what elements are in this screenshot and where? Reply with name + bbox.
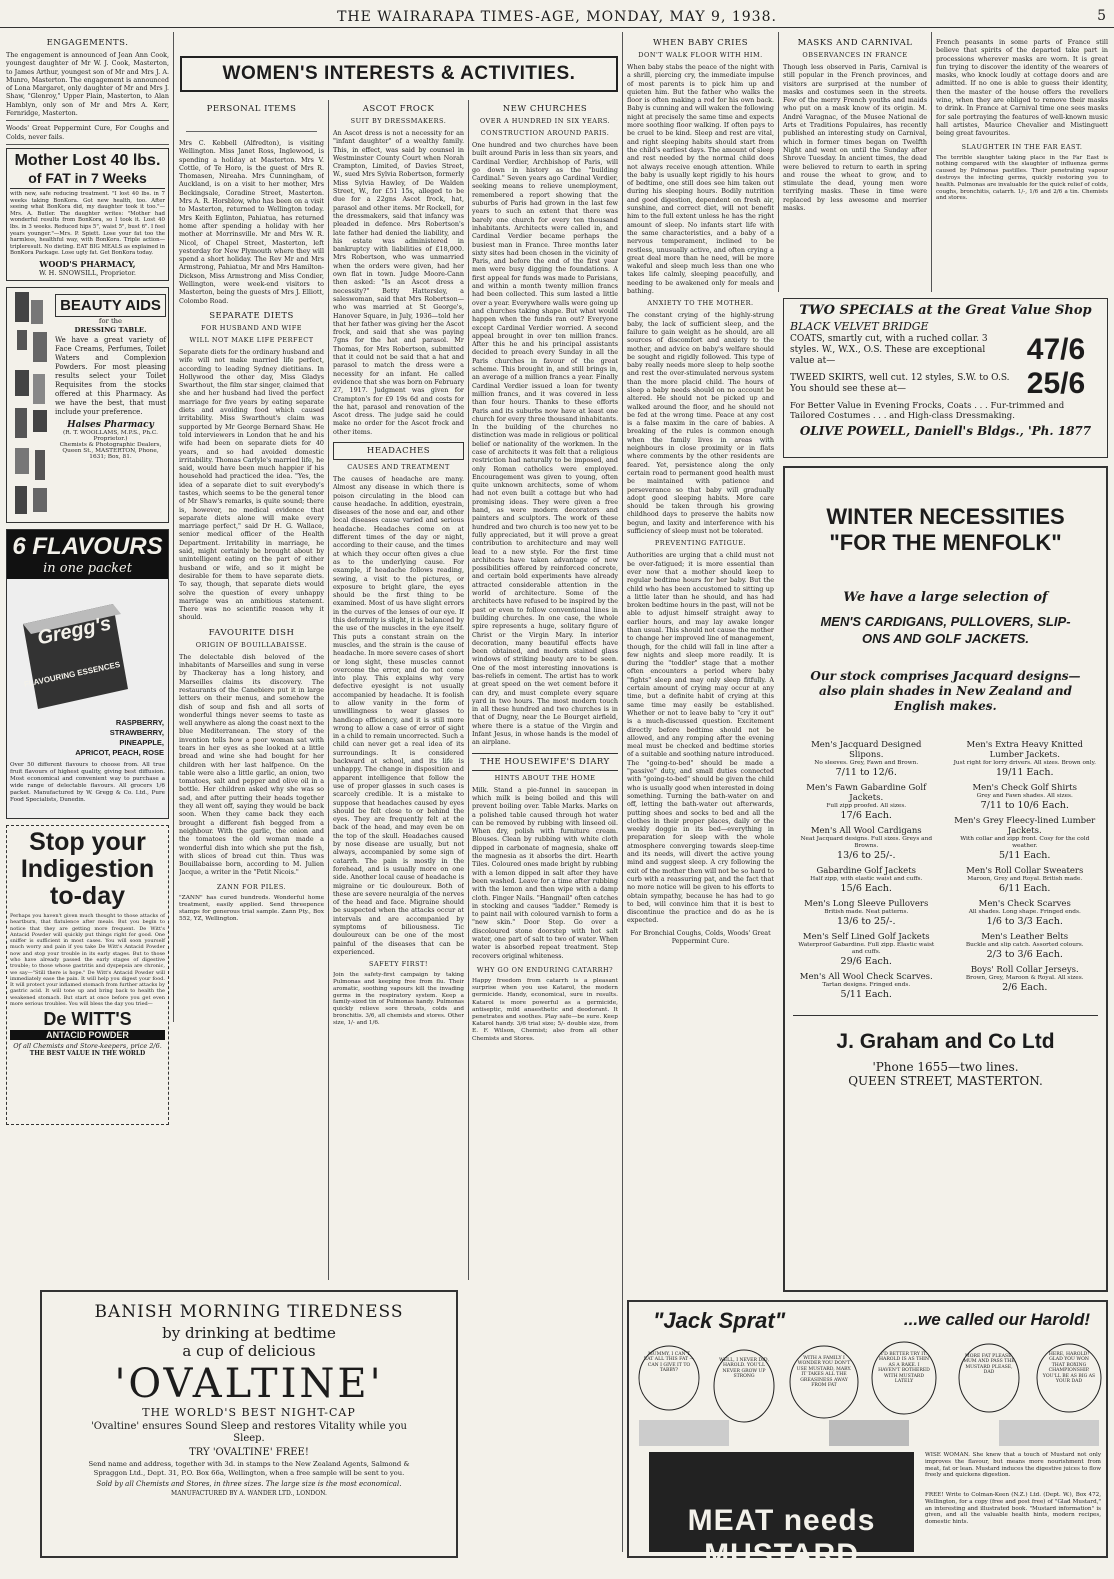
anxiety-heading: ANXIETY TO THE MOTHER. — [647, 299, 754, 308]
baby-subheading: DON'T WALK FLOOR WITH HIM. — [638, 51, 763, 59]
diets-subheading: FOR HUSBAND AND WIFE — [201, 323, 302, 332]
safety-text: Join the safety-first campaign by taking Pulmonas and keeping free from flu. Their aromatic, soothing vapours kill the invading germs in the respiratory system. Keep a family-sized tin of Pulmonas handy. Pulmonas quickly relieve sore throats, colds and bronchitis. 3/6, all chemists and stores. Other size, 1/- and 1/6. — [333, 972, 464, 1026]
bubble-3: WITH A FAMILY I WONDER YOU DON'T USE MUSTARD, MARY. IT TAKES ALL THE GREASINESS AWAY FROM FAT — [796, 1356, 852, 1389]
item-price: 2/3 to 3/6 Each. — [986, 949, 1063, 960]
greggs-product: FLAVOURING ESSENCES — [23, 659, 121, 690]
dewitts-footer-1: Of all Chemists and Store-keepers, price 2/6. — [13, 1042, 162, 1051]
item-name: Men's Roll Collar Sweaters — [966, 866, 1084, 876]
beauty-dressing-table: DRESSING TABLE. — [74, 325, 147, 334]
greggs-packet-illustration — [13, 594, 133, 714]
item-price: 29/6 Each. — [840, 956, 892, 967]
item-name: Men's Grey Fleecy-lined Lumber Jackets. — [954, 816, 1096, 836]
item-price: 5/11 Each. — [840, 989, 892, 1000]
bubble-5: MORE FAT PLEASE, MUM AND PASS THE MUSTARD PLEASE, DAD — [963, 1354, 1015, 1376]
item-name: Men's All Wool Check Scarves. — [799, 972, 933, 982]
item-description: With collar and zipp front. Cosy for the cold weather. — [960, 836, 1090, 849]
ascot-heading: ASCOT FROCK — [362, 104, 435, 114]
column-rule — [173, 32, 174, 1022]
item-description: Half zipp, with elastic waist and cuffs. — [810, 876, 923, 882]
fatigue-text: Authorities are urging that a child must not be over-fatigued; it is more essential than ever now that a mother should keep to regular bedtime hours for her baby. But the child who has been accustomed to sitting up a little later than he should, and has had broken bedtime hours in the past, will not be able to adjust himself straight away to earlier hours, and may lay awake longer than usual. This should not cause the mother to change her improved line of management, though, for the child will fall in line after a few nights and sleep more readily. It is during the "toddler" stage that a mother often encounters a period where baby "fights" sleep and may only sleep fitfully. A certain amount of crying may occur at any time, but a definite habit of crying at this same time may easily be established. Whether or not to leave baby to "cry it out" is a much-discussed question. Excitement directly before bedtime should not be allowed, and any romping after the evening meal must be checked and bedtime stories of a suitable and soothing nature introduced. The "going-to-bed" should be made a "passive" duty, and small duties connected with "going-to-bed" should be given the child who is usually good when interested in doing something. Turning the bath-water on and off, letting the bath-water out afterwards, putting shoes and socks to bed and all the clothes in their proper places, daily or the weekly doggie in its bed—everything in preparation for sleep with the whole atmosphere converging towards sleep-time and its needs, will divert the active young mind and suggest sleep. A cry following the exit of the mother then will not be so hard to curb with a reassuring pat, and the fact that no more notice will be given to his efforts to obtain sympathy, because he has had to go to bed, will convince him that it is best to discontinue the practice and do as he is expected. — [627, 551, 774, 925]
graham-intro: We have a large selection of — [843, 590, 1048, 605]
item-description: British made. Neat patterns. — [824, 909, 909, 915]
item-name: Men's Check Golf Shirts — [972, 783, 1078, 793]
left-column — [6, 38, 169, 1125]
headaches-heading: HEADACHES — [333, 442, 464, 460]
mustard-ad — [627, 1300, 1108, 1571]
column-rule — [468, 100, 469, 1280]
baby-text: When baby stabs the peace of the night with a shrill, piercing cry, the immediate impulse of most parents is to pick him up and quieten him. But the father who walks the floor is often making a rod for his own back. Baby is cunning and will waken the following night at precisely the same time and expects more soothing floor walking. If often pays to be cruel to be kind. Sleep and rest are vital, and right sleeping habits should start from the child's earliest days. The amount of sleep and rest needed by the normal child does not always receive enough attention. While the baby is usually kept rigidly to his hours of bedtime, one still does see him taken out during his sleeping hours. Bodily nutrition and good digestion, dependent on fresh air, sunshine, and correct diet, will not benefit him to the full extent unless he has the right amount of sleep. No infants start life with the same characteristics, and a baby of a nervous temperament, inclined to be restless, unusually active, and often crying a great deal more than he need, will be more wakeful and sleep much less than one who takes life calmly, sleeping peacefully, and needing to be awakened only for meals and bathing. — [627, 63, 774, 296]
favourite-dish-heading: FAVOURITE DISH — [208, 627, 295, 638]
beauty-text: We have a great variety of Face Creams, Perfumes, Toilet Waters and Complexion Powders. For most pleasing results select your Toilet Requisites from the stocks offered at this Pharmacy. As we have the best, that must include your preference. — [55, 336, 166, 417]
clothing-item — [793, 740, 940, 778]
personal-heading: PERSONAL ITEMS — [206, 104, 297, 114]
item-description: Just right for lorry drivers. All sizes. Brown only. — [953, 760, 1096, 766]
ovaltine-line-5: 'Ovaltine' ensures Sound Sleep and restores Vitality while you Sleep. — [91, 1421, 407, 1444]
column-rule — [622, 32, 623, 1552]
bottles-illustration — [9, 290, 59, 520]
churches-heading: NEW CHURCHES — [502, 104, 588, 114]
item-name: Men's Fawn Gabardine Golf Jackets. — [806, 783, 927, 803]
fatigue-heading: PREVENTING FATIGUE. — [654, 539, 747, 548]
ascot-text: An Ascot dress is not a necessity for an "infant daughter" of a wealthy family. This, in effect, was said by counsel in Westminster County Court when Norah Crampton, Limited, of Davies Street, W., sued Mrs Sylvia Robertson, formerly Miss Sylvia Hawley, of De Walden Street, W., for £51 15s, alleged to be due for a 22gns Ascot frock, hat, parasol and other items. Mr Rockell, for the dressmakers, said that infancy was pleaded in defence. Mrs Robertson's late father had denied the liability, and his estate was administered in bankruptcy with liabilities of £18,000. Mrs Robertson, who was unmarried when the orders were given, had her own flat in town. Judge Moore-Cann then asked: "Is an Ascot dress a necessity?" Betty Hattersley, a saleswoman, said that Mrs Robertson—who was married at St George's, Hanover Square, in July, 1936—told her that her father was giving her the Ascot frock, and said that she was paying 7gns for the hat and parasol. Mr Thomas, for Mrs Robertson, submitted that it could not be said that a hat and parasol to match the dress were a necessity for an infant. He called evidence that she was born on February 27, 1917. Judgment was given for Crampton's for £9 19s 6d and costs for the hat, parasol and renovation of the Ascot dress. The judge said he could make no order for the Ascot frock and other items. — [333, 129, 464, 436]
mustard-tagline: ...we called our Harold! — [903, 1310, 1090, 1329]
graham-items-right — [952, 740, 1099, 1005]
olive-line-2: COATS, smartly cut, with a ruched collar. 3 styles. W., W.X., O.S. These are exceptional value at— — [790, 333, 988, 366]
column-rule — [778, 32, 779, 292]
column-baby — [627, 38, 774, 1298]
clothing-item — [952, 965, 1099, 993]
masks-subheading: OBSERVANCES IN FRANCE — [802, 51, 908, 59]
greggs-ad — [6, 529, 169, 819]
mustard-brand: "Jack Sprat" — [653, 1308, 786, 1333]
flavour-pineapple: PINEAPPLE, — [119, 737, 164, 747]
item-name: Men's All Wool Cardigans — [810, 826, 922, 836]
halses-name: Halses Pharmacy — [67, 420, 154, 431]
catarrh-text: Happy freedom from catarrh is a pleasant surprise when you use Katarol, the modern germicide. Handy, economical, sure in results. Katarol is more powerful as a germicide, antiseptic, mild anaesthetic and deodorant. It penetrates and soothes. Play safe—be sure. Keep Katarol handy. 3/6 trial size; 5/- double size, from E. F. Wilson, Chemist; also from all other Chemists and Stores. — [472, 977, 618, 1042]
woods-proprietor: W. H. SNOWSILL, Proprietor. — [39, 268, 136, 277]
favourite-dish-subheading: ORIGIN OF BOUILLABAISSE. — [195, 640, 308, 649]
ovaltine-line-4: THE WORLD'S BEST NIGHT-CAP — [142, 1406, 356, 1419]
headaches-text: The causes of headache are many. Almost any disease in which there is poison circulating in the blood can cause headache. In addition, eyestrain, diseases of the nose and ear, and other local diseases cause varied and serious headache. Headaches come on at different times of the day or night, according to their cause, and the times at which they occur often gives a clue as to the underlying cause. For example, if headache follows reading, sewing, a visit to the pictures, or exposure to bright glare, the eyes should be the first thing to be examined. Most of us have slight errors in the curves of the lenses of our eye. If this deformity is slight, it is balanced by the use of the muscles in the eye itself. This puts a constant strain on the muscles, and the strain is the cause of headache. In more severe cases of short or long sight, these muscles cannot overcome the error, and do not come into play. This explains why very defective eyesight is not usually accompanied by headache. It is foolish to allow vanity in the form of unwillingness to wear glasses to handicap efficiency, and it is still more wrong to allow a case of error of sight in a child to remain uncorrected. Such a child can never get a real idea of its surroundings. It is considered backward at school, and its life is unhappy. The change in disposition and apparent intelligence that follow the use of proper glasses in such cases is scarcely credible. It is a mistake to suppose that headaches caused by eyes should be felt close to or behind the eyes. They are frequently felt at the back of the head, and may even be on the top of the skull. Headaches caused by nose disease are usually, but not always, accompanied by some sign of catarrh. The pain is mostly in the forehead, and is usually more on one side. Another local cause of headache is migraine or tic douloureux. Both of these are severe neuralgia of the nerves of the head and face. Migraine should be suspected when the attacks occur at intervals and are accompanied by symptoms of biliousness. Tic douloureux can be one of the most painful of the diseases that can be experienced. — [333, 474, 464, 956]
catarrh-heading: WHY GO ON ENDURING CATARRH? — [476, 965, 614, 974]
zann-heading: ZANN FOR PILES. — [216, 882, 287, 891]
clothing-item — [952, 866, 1099, 894]
column-ascot — [333, 98, 464, 1278]
bubble-2: WELL, I NEVER DID, HAROLD. YOU'LL NEVER GROW UP STRONG — [719, 1358, 769, 1380]
mustard-comic-illustration — [629, 1338, 1106, 1448]
column-churches — [472, 98, 618, 1553]
item-price: 13/6 to 25/-. — [837, 916, 896, 927]
item-description: Maroon, Grey and Royal. British made. — [967, 876, 1083, 882]
flavours-title: 6 FLAVOURS — [12, 532, 163, 560]
item-price: 19/11 Each. — [996, 767, 1054, 778]
graham-ad — [783, 466, 1108, 1292]
bonkora-subtitle: of FAT in 7 Weeks — [10, 170, 165, 189]
flavours-subtitle: in one packet — [43, 560, 132, 576]
bubble-1: MUMMY, I CAN'T EAT ALL THIS FAT — CAN I GIVE IT TO TABBY? — [643, 1352, 695, 1374]
clothing-item — [793, 972, 940, 1000]
stop-title-3: to-day — [50, 881, 125, 910]
page-number: 5 — [1097, 8, 1106, 24]
olive-shop: OLIVE POWELL, Daniell's Bldgs., 'Ph. 1877 — [799, 424, 1092, 438]
bubble-6: HERE, HAROLD! GLAD YOU WON THAT BOXING CHAMPIONSHIP. YOU'LL BE AS BIG AS YOUR DAD — [1042, 1352, 1096, 1385]
ovaltine-line-1: BANISH MORNING TIREDNESS — [94, 1302, 404, 1322]
masks-text-continued: French peasants in some parts of France still believe that spirits of the departed take part in processions wherever masks are worn. It is great fun trying to discover the identity of the wearers of masks, who knock loudly at cottage doors and are admitted. If no one is able to guess their identity, then the master of the house offers the revellers wine, when they are obliged to remove their masks to drink. In France at Carnival time one sees masks for sale portraying the features of well-known music hall artistes, Maurice Chevalier and Mistinguett being great favourites. — [936, 38, 1108, 138]
diets-subheading-2: WILL NOT MAKE LIFE PERFECT — [189, 335, 314, 344]
womens-banner-title: WOMEN'S INTERESTS & ACTIVITIES. — [222, 63, 576, 84]
olive-line-3: TWEED SKIRTS, well cut. 12 styles, S.W. to O.S. You should see these at— — [790, 373, 1010, 394]
clothing-item — [793, 866, 940, 894]
zann-text: "ZANN" has cured hundreds. Wonderful home treatment, easily applied. Send threepence stamps for generous trial sample. Zann Pty., Box 552, YZ, Wellington. — [179, 894, 324, 923]
clothing-item — [952, 740, 1099, 778]
beauty-for: for the — [98, 316, 123, 325]
ovaltine-line-7: Send name and address, together with 3d. in stamps to the New Zealand Agents, Salmond & Spraggon Ltd., Dept. 31, P.O. Box 66a, Wellington, when a free sample will be sent to you. — [88, 1460, 410, 1477]
diary-heading: THE HOUSEWIFE'S DIARY — [472, 753, 618, 771]
headaches-subheading: CAUSES AND TREATMENT — [347, 462, 450, 471]
olive-line-1: BLACK VELVET BRIDGE — [790, 320, 929, 333]
item-name: Men's Self Lined Golf Jackets — [802, 932, 930, 942]
churches-subheading: OVER A HUNDRED IN SIX YEARS. — [479, 117, 611, 125]
graham-title-1: WINTER NECESSITIES — [826, 504, 1065, 529]
greggs-brand: Gregg's — [35, 612, 114, 650]
masks-heading: MASKS AND CARNIVAL — [797, 38, 913, 48]
graham-firm: J. Graham and Co Ltd — [836, 1030, 1055, 1053]
stop-title-1: Stop your — [29, 827, 146, 856]
halses-owner: (R. T. WOOLLAMS, M.P.S., Ph.C. Proprietor.) — [63, 430, 158, 443]
item-price: 13/6 to 25/-. — [837, 850, 896, 861]
olive-title: TWO SPECIALS at the Great Value Shop — [799, 303, 1092, 318]
graham-range: MEN'S CARDIGANS, PULLOVERS, SLIP-ONS AND GOLF JACKETS. — [820, 614, 1071, 646]
graham-stock: Our stock comprises Jacquard designs—also plain shades in New Zealand and English makes. — [810, 669, 1081, 713]
item-name: Men's Leather Belts — [981, 932, 1069, 942]
greggs-text: Over 50 different flavours to choose from. All true fruit flavours of highest quality, giving best diffusion. Most economical and convenient way to purchase a wide range of delectable flavours. All grocers 1/6 packet. Manufactured by W. Gregg & Co. Ltd., Pure Food Specialists, Dunedin. — [10, 761, 165, 803]
stop-title-2: Indigestion — [20, 854, 155, 883]
item-price: 2/6 Each. — [1002, 982, 1048, 993]
dewitts-footer-2: THE BEST VALUE IN THE WORLD — [29, 1050, 146, 1058]
item-description: Brown, Grey, Maroon & Royal. All sizes. — [965, 975, 1084, 981]
item-description: Tartan designs. Fringed ends. — [822, 982, 911, 988]
mustard-banner — [649, 1452, 914, 1571]
masks-text: Though less observed in Paris, Carnival is still popular in the French provinces, and visitors are surprised at the number of masks and costumes seen in the streets. Few of the merry French youths and maids who put on a mask know of its origin. M. André Varagnac, of the Musee National de Arts et Traditions Populaires, has recently published an interesting study on Carnival, which in former times began on Twelfth Night and went on until the Sunday after Shrove Tuesday. In ancient times, the dead were believed to return to earth in spring and rouse the wheat to grow, and to stimulate the dead, young men wore terrifying masks. These in time were replaced by less awesome and merrier masks. — [783, 63, 927, 213]
slaughter-heading: SLAUGHTER IN THE FAR EAST. — [961, 142, 1083, 151]
flavour-apricot: APRICOT, PEACH, ROSE — [75, 747, 164, 757]
graham-phone: 'Phone 1655—two lines. — [872, 1060, 1019, 1074]
item-name: Men's Extra Heavy Knitted Lumber Jackets. — [966, 740, 1084, 760]
item-description: Full zipp proofed. All sizes. — [826, 803, 907, 809]
item-price: 17/6 Each. — [840, 810, 892, 821]
ascot-subheading: SUIT BY DRESSMAKERS. — [350, 117, 447, 125]
clothing-item — [952, 783, 1099, 811]
woods-pharmacy: WOOD'S PHARMACY, — [39, 258, 136, 269]
safety-heading: SAFETY FIRST! — [369, 960, 428, 969]
item-name: Men's Jacquard Designed Slipons. — [811, 740, 922, 760]
item-description: Buckle and slip catch. Assorted colours. — [965, 942, 1084, 948]
mustard-wise: WISE WOMAN. She knew that a touch of Mustard not only improves the flavour, but means more nourishment from meat, fat or lean. Mustard induces the digestive juices to flow freely and quickens digestion. — [925, 1452, 1101, 1479]
churches-text: One hundred and two churches have been built around Paris in less than six years, and Cardinal Verdier, Archbishop of Paris, will go down in history as the "building Cardinal." Seven years ago Cardinal Verdier, seeking means to relieve unemployment, remembered a report showing that the suburbs of Paris had grown in the last few years to such an extent that there was barely one church for every ten thousand inhabitants. Architects were called in, and Cardinal Verdier became perhaps the busiest man in France. Three months later sixty sites had been chosen in the vicinity of Paris, and before the end of the first year men were busy digging the foundations. A first appeal for funds was made to Parisians, and within a month twenty million francs had been collected. This sum lasted a little over a year. Everywhere walls were going up and churches taking shape. But what would happen when the funds ran out? Everyone except Cardinal Verdier worried. A second appeal brought in over ten million francs. After this he and his principal assistants decided to preach every Sunday in all the Paris churches in favour of the great scheme. This brought in, and still brings in, an average of a million francs a year. Finally Cardinal Verdier issued a loan for twenty million francs, and it was covered in less than four hours. Thanks to these efforts Paris and its suburbs now have at least one church for every three thousand inhabitants. In the building of the churches no distinction was made in religious or political belief or nationality of the workmen. In the case of architects it was felt that a religious restriction had naturally to be imposed, and only Roman catholics were employed. Encouragement was given to young, often quite unknown architects, some of whom had not even built a cottage but who had promising ideas. They were given a free hand, as were modern decorators and painters and sculptors. The work of these hundred and two church is too new yet to be fully appreciated, but it will prove a great contribution to architecture and may well lead to a new style. For the first time architects have taken advantage of new possibilities offered by reinforced concrete, and certain bold experiments have already attracted considerable attention in the world of architecture. Some of the architects have refused to be inspired by the past or even to follow conventional lines in building churches. In one case, the whole spire represents a huge, solitary figure of Christ or the Virgin Mary. In interior decoration, many beautiful effects have been obtained, and modern stained glass windows of striking beauty are to be seen. One of the most interesting innovations is bas-reliefs in cement. The artist has to work at great speed on the wet cement before it can dry, and must complete every square yard in two hours. The most modern touch in all these hundred and two churches is in that of Dugny, near the Le Bourget airfield, where there is a statue of the Virgin and Infant Jesus, in whose hands is the model of an airplane. — [472, 141, 618, 747]
item-name: Men's Long Sleeve Pullovers — [804, 899, 929, 909]
item-price: 15/6 Each. — [840, 883, 892, 894]
item-description: All shades. Long shape. Fringed ends. — [968, 909, 1081, 915]
mustard-write: FREE! Write to Colman-Keen (N.Z.) Ltd. (Dept. W.), Box 472, Wellington, for a copy (free and post free) of "Glad Mustard," an interesting and illustrated book. "Mustard information" is given, and all the valuable health hints, modern recipes, domestic hints. — [925, 1492, 1101, 1526]
womens-banner — [180, 56, 618, 92]
bonkora-ad — [6, 148, 169, 281]
clothing-item — [952, 899, 1099, 927]
clothing-item — [793, 899, 940, 927]
baby-heading: WHEN BABY CRIES — [652, 38, 749, 48]
graham-street: QUEEN STREET, MASTERTON. — [848, 1074, 1043, 1088]
churches-subheading-2: CONSTRUCTION AROUND PARIS. — [480, 129, 610, 137]
bonkora-text: with new, safe reducing treatment. "I lost 40 lbs. in 7 weeks taking BonKora. Got new health, too. After seeing what BonKora did, my daughter took it too."—Mrs. A. Butler. The daughter writes: "Mother had wonderful results from BonKora, so I took it. Lost 40 lbs. in 3 weeks. Reduced hips 5", waist 5", bust 6". I feel years younger."—Mrs. P. Spiett. Lose your fat too the harmless, healthful way, with BonKora. Triple action—tripleresult. No dieting. EAT BIG MEALS as explained in BonKora Package. Lose ugly fat. Get BonKora today. — [10, 190, 165, 257]
slaughter-text: The terrible slaughter taking place in the Far East is nothing compared with the slaughter of influenza germs caused by Pulmonas pastilles. Their penetrating vapour destroys the infecting germs, quickly restoring you to health. Pulmonas are invaluable for the quick relief of colds, coughs, bronchitis, catarrh. 1/-, 1/6 and 2/6 a tin. Chemists and stores. — [936, 154, 1108, 202]
masthead — [0, 6, 1114, 28]
clothing-item — [793, 932, 940, 967]
item-price: 7/11 to 12/6. — [835, 767, 897, 778]
flavour-raspberry: RASPBERRY, — [115, 717, 164, 727]
item-name: Boys' Roll Collar Jerseys. — [970, 965, 1079, 975]
ovaltine-brand: 'OVALTINE' — [114, 1361, 384, 1407]
dewitts-ad — [6, 825, 169, 1125]
column-masks — [783, 38, 927, 292]
dewitts-brand: De WITT'S — [43, 1009, 132, 1030]
item-description: Neat Jacquard designs. Full sizes. Greys and Browns. — [800, 836, 933, 849]
olive-powell-ad — [783, 298, 1108, 458]
flavour-strawberry: STRAWBERRY, — [109, 727, 164, 737]
anxiety-text: The constant crying of the highly-strung baby, the lack of sufficient sleep, and the failure to gain weight as he should, are all sources of discomfort and anxiety to the mother, and advice on baby's welfare should be sought and rigidly followed. This type of baby really needs more sleep to help soothe and rest the over-stimulated nervous system than the more placid child. The hours of sleep a baby needs should on no account be altered. He should not be picked up and walked around the floor, and he should not be fed at the wrong time. Peace at any cost is a false maxim in the care of babies. A breaking of the rules is common enough when the family lives in areas with neighbours in close proximity or in flats where comments by the other residents are feared. Yet, persistence along the only certain road to permanent good health must be maintained with patience and perseverance so that baby will gradually adopt good sleeping habits. More care should be taken through his growing childhood days to preserve the habits now begun, and laxity and interference with his sufficiency of sleep must not be tolerated. — [627, 311, 774, 536]
diary-text: Milk. Stand a pie-funnel in saucepan in which milk is being boiled and this will prevent boiling over. Table Marks. Marks on a polished table caused through hot water can be removed by rubbing with linseed oil. When dry, polish with furniture cream. Blouses. Clean by rubbing with white cloth dipped in carbonate of magnesia, shake off the magnesia as it absorbs the dirt. Hearth Tiles. Coloured ones made bright by rubbing with a lemon dipped in salt after they have been washed. Leave for a time after rubbing with the lemon and then wipe with a damp cloth. Finger Nails. "Hangnail" often catches in stocking and causes "ladder." Remedy is to paint nail with coloured varnish to form a "new skin." Door Step. Go over a discoloured stone doorstep with hot salt water, one part of salt to two of water. When water is absorbed repeat treatment. Step recovers original whiteness. — [472, 785, 618, 960]
item-description: Waterproof Gabardine. Full zipp. Elastic waist and cuffs. — [798, 942, 935, 955]
diary-subheading: HINTS ABOUT THE HOME — [494, 773, 596, 782]
clothing-item — [793, 826, 940, 861]
ovaltine-line-6: TRY 'OVALTINE' FREE! — [189, 1447, 309, 1458]
ovaltine-ad — [40, 1290, 458, 1558]
item-price: 6/11 Each. — [999, 883, 1051, 894]
item-price: 5/11 Each. — [999, 850, 1051, 861]
clothing-item — [793, 783, 940, 821]
clothing-item — [952, 932, 1099, 960]
diets-text: Separate diets for the ordinary husband and wife will not make married life perfect, according to leading Sydney dietitians. In Hollywood the other day, Miss Gladys Swarthout, the film star singer, claimed that she and her husband had lived the perfect marriage for five years by eating separate diets and avoiding food which caused irritability. Miss Swarthout's claim was supported by Mr George Bernard Shaw. He told interviewers in London that he and his wife had been on separate diets for 40 years, and so had avoided domestic irritability. Thomas Carlyle's married life, he said, would have been much happier if his household had practiced the idea. "Yes, the idea of a separate diet to suit everybody's tastes, which seems to be the general tenor of Mr Shaw's remarks, is quite sound; there is, however, no medical evidence that separate diets alone will make every marriage perfect," said Dr H. G. Wallace, senior medical officer of the Health Department. Irritability in marriage, he said, might certainly be brought about by unintelligent eating on the part of either husband or wife, and so it might be desirable for them to have separate diets. To say, though, that separate diets would solve the question of every unhappy marriage was an ambitious statement. There was no scientific reason why it should. — [179, 347, 324, 622]
column-rule — [931, 32, 932, 292]
personal-text: Mrs C. Kebbell (Alfredton), is visiting Wellington. Miss Janet Ross, Inglewood, is spending a holiday at Masterton. Mrs V. Cottle, of Te Horo, is the guest of Mrs R. Thomasen, Nireaha. Mrs Cunningham, of Auckland, is on a visit to her mother, Mrs Beckingsale, Coradine Street, Masterton. Mrs A. R. Horsblow, who has been on a visit to Masterton, returned to Wellington today. Mrs Keith Eglinton, Pahiatua, has returned home after spending a holiday with her mother at Morrinsville. Mr and Mrs W. R. Nicol, of Chapel Street, Masterton, left yesterday for New Plymouth where they will spend a short holiday. The Rev Mr and Mrs Armstrong, Pahiatua, Mr and Mrs Hamilton-Dickson, Miss Armstrong and Miss Condier, Wellington, were week-end visitors to Masterton, being the guests of Mrs J. Elliott, Colombo Road. — [179, 139, 324, 305]
bonkora-title: Mother Lost 40 lbs. — [14, 151, 161, 169]
engagements-text: The engagement is announced of Jean Ann Cook, youngest daughter of Mr W. J. Cook, Masterton, to James Arthur, youngest son of Mr and Mrs J. A. Munro, Masterton. The engagement is announced of Lona Margaret, only daughter of Mr and Mrs J. Shaw, "Glenroy," Upper Plain, Masterton, to Alan Hamblyn, only son of Mr and Mrs A. Kerr, Fernridge, Masterton. — [6, 51, 169, 118]
bubble-4: I'D BETTER TRY IT. HAROLD IS AS THIN AS A RAKE. I HAVEN'T BOTHERED WITH MUSTARD LATELY — [878, 1352, 930, 1385]
halses-ad — [6, 287, 169, 523]
halses-address: Chemists & Photographic Dealers, Queen St., MASTERTON, Phone, 1631; Box, 81. — [59, 442, 162, 461]
column-masks-cont — [936, 38, 1108, 292]
dewitts-subbrand: ANTACID POWDER — [10, 1030, 165, 1040]
ovaltine-line-2: by drinking at bedtime — [162, 1324, 336, 1342]
item-price: 7/11 to 10/6 Each. — [980, 800, 1069, 811]
favourite-dish-text: The delectable dish beloved of the inhabitants of Marseilles and sung in verse by Thackeray has a long history, and Marseilles claims its discovery. The restaurants of the Canebiere put it in large letters on their menus, and somehow the dish of soup and fish and all sorts of wonderful things never seems to taste as well anywhere as along the coast next to the blue Mediterranean. The story of the invention tells how a poor woman sat with tears in her eyes as she looked at a little bread and wine she had bought for her children with her last halfpence. On the table were also a little garlic, an onion, two tomatoes, salt and pepper and olive oil in a bottle. Her children asked why she was so sad, and after putting their heads together they all went off, saying they would be back soon. When they came back they each brought a different fish begged from a neighbour. With the garlic, the onion and the tomatoes the old woman made a wonderful dish into which she put the fish, with slices of bread cut thin. Thus was Bouillabaisse born, according to M. Julien Jacque, a writer in the "Petit Nicois." — [179, 652, 324, 877]
item-name: Gabardine Golf Jackets — [816, 866, 916, 876]
masthead-title: THE WAIRARAPA TIMES-AGE, MONDAY, MAY 9, 1938. — [337, 9, 777, 25]
clothing-item — [952, 816, 1099, 861]
ovaltine-line-3: a cup of delicious — [182, 1342, 316, 1360]
dewitts-text: Perhaps you haven't given much thought to those attacks of heartburn, that flatulence after meals. But you begin to notice that they are getting more frequent. De Witt's Antacid Powder will quickly put things right for good. One sniffer is sufficient in most cases. You will soon yourself much worry and pain if you take De Witt's Antacid Powder now and stop your trouble in its early stages. But to those who have already passed the early stages of digestive trouble; to those whose gastritis and dyspepsia are chronic, we say—"Still there is hope." De Witt's Antacid Powder will immediately ease the pain. It will help you digest your food. It will protect your inflamed stomach from further attacks by gastric acid. It will tone up and bring back to health the weakened stomach. But start at once before you get even more serious troubles. You will bless the day you tried— — [10, 912, 165, 1008]
item-description: Grey and Fawn shades. All sizes. — [976, 793, 1073, 799]
column-personal — [179, 98, 324, 1278]
item-description: No sleeves. Grey, Fawn and Brown. — [814, 760, 919, 766]
olive-price-2: 25/6 — [1026, 367, 1086, 400]
mustard-slogan: MEAT needs MUSTARD — [687, 1504, 876, 1571]
engagements-heading: ENGAGEMENTS. — [46, 38, 129, 48]
bronchial-note: For Bronchial Coughs, Colds, Woods' Great Peppermint Cure. — [630, 928, 771, 945]
ovaltine-line-8: Sold by all Chemists and Stores, in three sizes. The large size is the most economical. — [96, 1480, 402, 1488]
olive-price-1: 47/6 — [1026, 333, 1086, 366]
woods-note: Woods' Great Peppermint Cure, For Coughs and Colds, never fails. — [6, 124, 169, 141]
beauty-aids-title: BEAUTY AIDS — [55, 294, 166, 317]
diets-heading: SEPARATE DIETS — [209, 310, 294, 321]
item-price: 1/6 to 3/3 Each. — [986, 916, 1063, 927]
graham-items-left — [793, 740, 940, 1005]
graham-title-2: "FOR THE MENFOLK" — [829, 530, 1062, 555]
column-rule — [328, 100, 329, 1280]
item-name: Men's Check Scarves — [978, 899, 1071, 909]
ovaltine-line-9: MANUFACTURED BY A. WANDER LTD., LONDON. — [171, 1490, 327, 1497]
olive-line-4: For Better Value in Evening Frocks, Coats . . . Fur-trimmed and Tailored Costumes . . . and High-class Dressmaking. — [790, 401, 1065, 421]
